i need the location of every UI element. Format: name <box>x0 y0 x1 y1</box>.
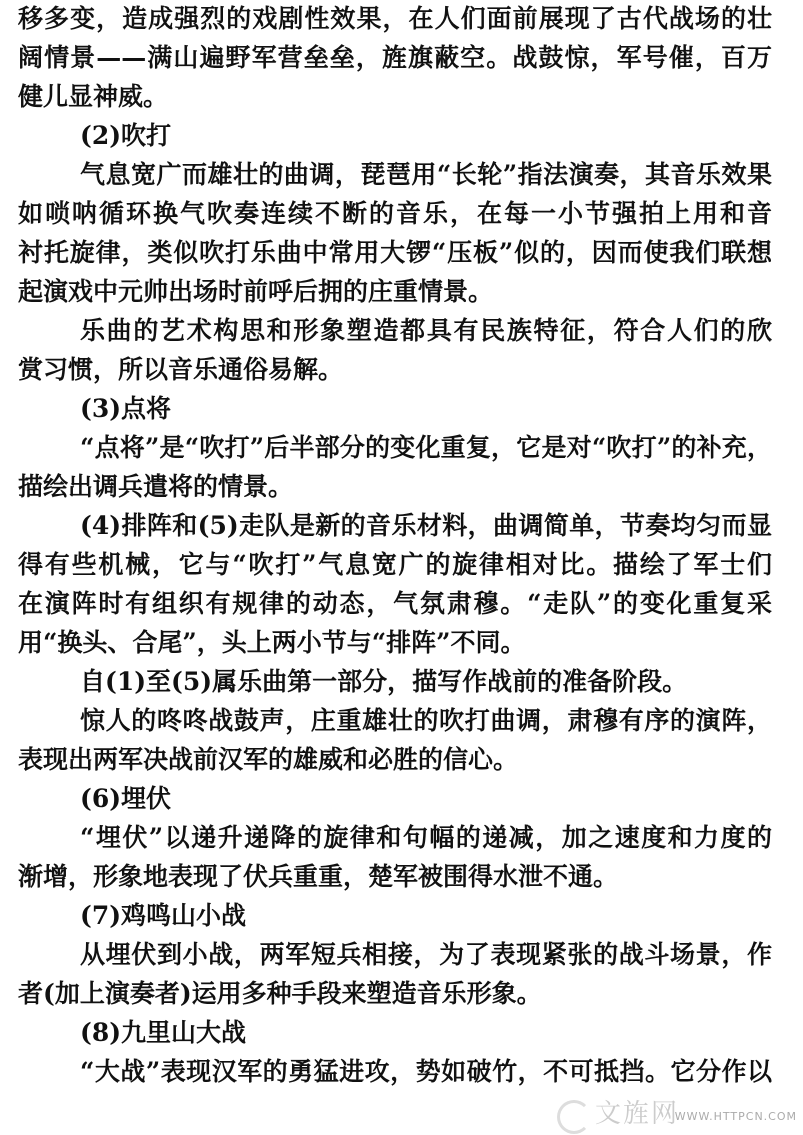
section-heading: (8)九里山大战 <box>80 1018 247 1047</box>
text-line: 衬托旋律，类似吹打乐曲中常用大锣“压板”似的，因而使我们联想 <box>18 238 772 267</box>
text-line: 气息宽广而雄壮的曲调，琵琶用“长轮”指法演奏，其音乐效果 <box>80 160 772 189</box>
text-line: 健儿显神威。 <box>18 82 169 111</box>
watermark-logo: 文旌网 <box>595 1099 680 1129</box>
text-line: 起演戏中元帅出场时前呼后拥的庄重情景。 <box>18 277 494 306</box>
text-line: “点将”是“吹打”后半部分的变化重复，它是对“吹打”的补充， <box>80 433 772 462</box>
text-line: 赏习惯，所以音乐通俗易解。 <box>18 355 344 384</box>
text-line: 移多变，造成强烈的戏剧性效果，在人们面前展现了古代战场的壮 <box>18 4 772 33</box>
text-line: 阔情景——满山遍野军营垒垒，旌旗蔽空。战鼓惊，军号催，百万 <box>18 43 772 72</box>
document-page <box>18 0 772 1091</box>
text-line: 自(1)至(5)属乐曲第一部分，描写作战前的准备阶段。 <box>80 667 688 696</box>
section-heading: (3)点将 <box>80 394 172 423</box>
section-heading: (7)鸡鸣山小战 <box>80 901 247 930</box>
text-line: 从埋伏到小战，两军短兵相接，为了表现紧张的战斗场景，作 <box>80 940 772 969</box>
watermark <box>497 1096 797 1134</box>
text-line: 者(加上演奏者)运用多种手段来塑造音乐形象。 <box>18 979 542 1008</box>
section-heading: (2)吹打 <box>80 121 172 150</box>
text-line: 如唢呐循环换气吹奏连续不断的音乐，在每一小节强拍上用和音 <box>18 199 772 228</box>
text-line: 描绘出调兵遣将的情景。 <box>18 472 294 501</box>
text-line: “大战”表现汉军的勇猛进攻，势如破竹，不可抵挡。它分作以 <box>80 1057 772 1086</box>
text-line: (4)排阵和(5)走队是新的音乐材料，曲调简单，节奏均匀而显 <box>80 511 772 540</box>
watermark-url: WWW.HTTPCN.COM <box>674 1110 797 1123</box>
text-line: 惊人的咚咚战鼓声，庄重雄壮的吹打曲调，肃穆有序的演阵， <box>80 706 772 735</box>
text-line: 表现出两军决战前汉军的雄威和必胜的信心。 <box>18 745 519 774</box>
section-heading: (6)埋伏 <box>80 784 172 813</box>
text-line: 用“换头、合尾”，头上两小节与“排阵”不同。 <box>18 628 526 657</box>
text-line: “埋伏”以递升递降的旋律和句幅的递减，加之速度和力度的 <box>80 823 772 852</box>
watermark-swirl-icon <box>557 1100 591 1134</box>
text-line: 乐曲的艺术构思和形象塑造都具有民族特征，符合人们的欣 <box>80 316 772 345</box>
text-line: 得有些机械，它与“吹打”气息宽广的旋律相对比。描绘了军士们 <box>18 550 772 579</box>
text-line: 渐增，形象地表现了伏兵重重，楚军被围得水泄不通。 <box>18 862 619 891</box>
text-line: 在演阵时有组织有规律的动态，气氛肃穆。“走队”的变化重复采 <box>18 589 772 618</box>
